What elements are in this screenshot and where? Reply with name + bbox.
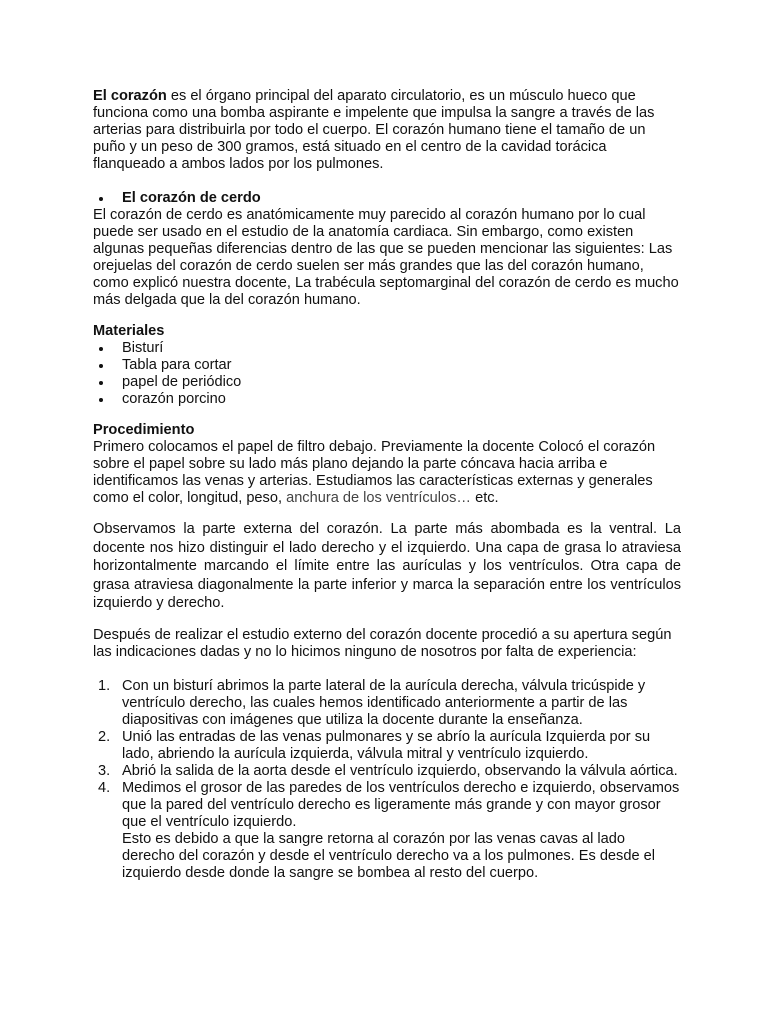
- procedure-text-light: anchura de los ventrículos…: [286, 490, 472, 506]
- procedure-title: Procedimiento: [93, 422, 195, 438]
- procedure-paragraph: [93, 439, 681, 507]
- intro-term: El corazón: [93, 88, 167, 104]
- procedure-section: [93, 422, 681, 882]
- materials-title: Materiales: [93, 323, 165, 339]
- intro-text: es el órgano principal del aparato circulatorio, es un músculo hueco que funciona como una bomba aspirante e impelente que impulsa la sangre a través de las arterias para distribuirla por todo el cuerpo. El corazón humano tiene el tamaño de un puño y un peso de 300 gramos, está situado en el centro de la cavidad torácica flanqueado a ambos lados por los pulmones.: [93, 88, 655, 172]
- pig-heart-heading-list: [93, 190, 681, 207]
- step-item: [93, 763, 681, 780]
- intro-paragraph: [93, 88, 681, 173]
- observation-paragraph: Observamos la parte externa del corazón. La parte más abombada es la ventral. La docente nos hizo distinguir el lado derecho y el izquierdo. Una capa de grasa lo atraviesa horizontalmente marcando el límite entre las aurículas y los ventrículos. Otra capa de grasa atraviesa diagonalmente la parte inferior y marca la separación entre los ventrículos izquierdo y derecho.: [93, 521, 681, 611]
- materials-item: Tabla para cortar: [93, 357, 681, 374]
- pig-heart-heading: El corazón de cerdo: [93, 190, 681, 207]
- step-text: Medimos el grosor de las paredes de los ventrículos derecho e izquierdo, observamos que la pared del ventrículo derecho es ligeramente más grande y con mayor grosor que el ventrículo izquierdo.: [122, 779, 680, 830]
- steps-list: [93, 678, 681, 882]
- step-item: [93, 729, 681, 763]
- pig-heart-paragraph: El corazón de cerdo es anatómicamente muy parecido al corazón humano por lo cual puede ser usado en el estudio de la anatomía cardiaca. Sin embargo, como existen algunas pequeñas diferencias dentro de las que se pueden mencionar las siguientes: Las orejuelas del corazón de cerdo suelen ser más grandes que las del corazón humano, como explicó nuestra docente, La trabécula septomarginal del corazón de cerdo es mucho más delgada que la del corazón humano.: [93, 207, 679, 308]
- step-number: 2.: [98, 728, 111, 745]
- step-item: [93, 678, 681, 729]
- step-text: Con un bisturí abrimos la parte lateral de la aurícula derecha, válvula tricúspide y ventrículo derecho, las cuales hemos identificado anteriormente a partir de las diapositivas con imágenes que utiliza la docente durante la enseñanza.: [122, 677, 646, 728]
- document-body: [93, 88, 681, 882]
- step-number: 1.: [98, 677, 111, 694]
- after-paragraph: Después de realizar el estudio externo del corazón docente procedió a su apertura según las indicaciones dadas y no lo hicimos ninguno de nosotros por falta de experiencia:: [93, 626, 672, 660]
- materials-section: [93, 323, 681, 408]
- procedure-text-end: etc.: [471, 490, 499, 506]
- procedure-text: Primero colocamos el papel de filtro debajo. Previamente la docente Colocó el corazón sobre el papel sobre su lado más plano dejando la parte cóncava hacia arriba e identificamos las venas y arterias. Estudiamos las características externas y generales como el color, longitud, peso,: [93, 439, 656, 506]
- step-text: Abrió la salida de la aorta desde el ventrículo izquierdo, observando la válvula aórtica.: [122, 762, 678, 779]
- step-number: 4.: [98, 779, 111, 796]
- step-item: [93, 780, 681, 882]
- materials-item: papel de periódico: [93, 374, 681, 391]
- step-note: Esto es debido a que la sangre retorna al corazón por las venas cavas al lado derecho del corazón y desde el ventrículo derecho va a los pulmones. Es desde el izquierdo desde donde la sangre se bombea al resto del cuerpo.: [122, 830, 655, 881]
- step-text: Unió las entradas de las venas pulmonares y se abrío la aurícula Izquierda por su lado, abriendo la aurícula izquierda, válvula mitral y ventrículo izquierdo.: [122, 728, 651, 762]
- materials-item: corazón porcino: [93, 391, 681, 408]
- materials-list: [93, 340, 681, 408]
- step-number: 3.: [98, 762, 111, 779]
- materials-item: Bisturí: [93, 340, 681, 357]
